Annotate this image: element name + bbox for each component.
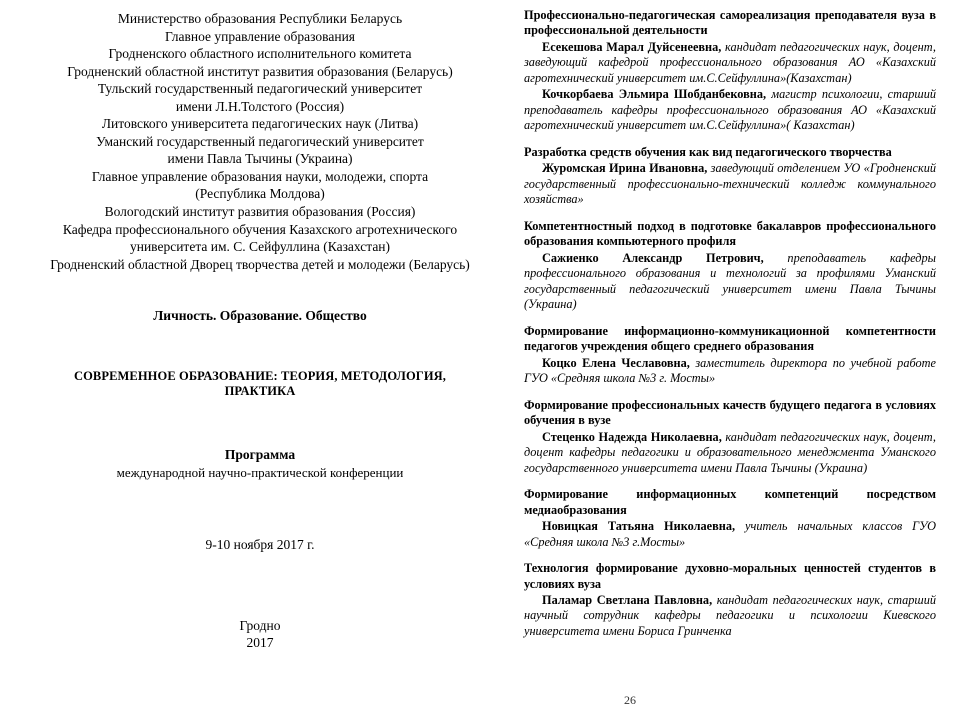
organizer-line: Министерство образования Республики Беларусь — [117, 11, 403, 26]
entry-author — [524, 87, 936, 133]
author-role: учитель начальных классов ГУО «Средняя школа №3 г.Мосты» — [524, 519, 936, 549]
conference-subject-title: СОВРЕМЕННОЕ ОБРАЗОВАНИЕ: ТЕОРИЯ, МЕТОДОЛОГИЯ, ПРАКТИКА — [73, 368, 447, 398]
entry-author — [524, 40, 936, 86]
entry-author — [524, 593, 936, 639]
page-number — [0, 693, 960, 708]
organizer-line: Гродненский областной Дворец творчества детей и молодежи (Беларусь) — [50, 256, 470, 272]
program-entry — [524, 145, 936, 208]
organizer-line: Гродненский областной институт развития образования (Беларусь) — [67, 63, 453, 79]
entry-title: Формирование информационно-коммуникационной компетентности педагогов учреждения общего среднего образования — [524, 323, 936, 354]
program-entry — [524, 219, 936, 313]
organizers-block — [40, 10, 480, 273]
entry-author — [524, 251, 936, 313]
organizer-line: Литовского университета педагогических наук (Литва) — [101, 116, 419, 132]
series-title: Личность. Образование. Общество — [153, 308, 367, 324]
program-entry — [524, 8, 936, 134]
program-entry — [524, 398, 936, 476]
place-block — [40, 617, 480, 652]
organizer-line: Гродненского областного исполнительного комитета — [108, 46, 412, 62]
program-title: Программа — [224, 446, 296, 462]
organizer-line: Главное управление образования — [164, 28, 356, 44]
program-entry — [524, 487, 936, 550]
organizer-line: университета им. С. Сейфуллина (Казахстан) — [129, 239, 391, 255]
author-name: Коцко Елена Чеславовна, — [542, 355, 690, 370]
right-column — [500, 0, 960, 720]
entry-title: Технология формирование духовно-моральных ценностей студентов в условиях вуза — [524, 561, 936, 591]
entry-author — [524, 356, 936, 387]
author-name: Сажиенко Александр Петрович, — [542, 250, 764, 265]
year: 2017 — [246, 635, 274, 651]
organizer-line: Тульский государственный педагогический университет — [97, 81, 423, 97]
entry-author — [524, 430, 936, 476]
author-role: кандидат педагогических наук, доцент, доцент кафедры педагогики и образовательного менеджмента Уманского государственного университета имени Павла Тычины (Украина) — [524, 429, 936, 475]
city: Гродно — [239, 617, 281, 633]
author-role: кандидат педагогических наук, доцент, заведующий кафедрой профессионального образования АО «Казахский агротехнический университет им.С.Сейфуллина»(Казахстан) — [524, 39, 936, 85]
author-role: магистр психологии, старший преподаватель кафедры профессионального образования АО «Казахский агротехнический университет им.С.Сейфуллина»( Казахстан) — [524, 87, 936, 133]
organizer-line: Главное управление образования науки, молодежи, спорта — [91, 168, 429, 184]
entry-title: Формирование информационных компетенций посредством медиаобразования — [524, 487, 936, 517]
conference-dates: 9-10 ноября 2017 г. — [205, 536, 315, 552]
author-role: кандидат педагогических наук, старший научный сотрудник кафедры педагогики и психологии Киевского университета имени Бориса Гринченка — [524, 592, 936, 638]
page-number-value: 26 — [624, 693, 636, 707]
organizer-line: имени Павла Тычины (Украина) — [167, 151, 353, 167]
entry-title: Компетентностный подход в подготовке бакалавров профессионального образования компьютерного профиля — [524, 218, 936, 249]
author-role: преподаватель кафедры профессионального образования и технологий за профилями Уманский государственный педагогический университет имени Павла Тычины (Украина) — [524, 250, 936, 312]
organizer-line: Кафедра профессионального обучения Казахского агротехнического — [62, 221, 458, 237]
author-name: Стеценко Надежда Николаевна, — [542, 429, 722, 444]
organizer-line: Вологодский институт развития образования (Россия) — [104, 204, 416, 220]
author-name: Паламар Светлана Павловна, — [542, 592, 713, 607]
organizer-line: (Республика Молдова) — [195, 186, 325, 202]
organizer-line: имени Л.Н.Толстого (Россия) — [175, 98, 345, 114]
program-entry — [524, 324, 936, 387]
entry-title: Разработка средств обучения как вид педагогического творчества — [524, 144, 892, 159]
entry-author — [524, 519, 936, 550]
entry-title: Профессионально-педагогическая самореализация преподавателя вуза в профессиональной деятельности — [524, 8, 936, 38]
program-subtitle: международной научно-практической конференции — [116, 464, 404, 480]
author-name: Журомская Ирина Ивановна, — [542, 161, 708, 176]
author-name: Новицкая Татьяна Николаевна, — [542, 519, 736, 534]
author-role: заведующий отделением УО «Гродненский государственный профессионально-технический колледж коммунального хозяйства» — [524, 161, 936, 207]
entry-title: Формирование профессиональных качеств будущего педагога в условиях обучения в вузе — [524, 397, 936, 428]
organizer-line: Уманский государственный педагогический университет — [96, 133, 424, 149]
author-role: заместитель директора по учебной работе ГУО «Средняя школа №3 г. Мосты» — [524, 355, 936, 386]
entry-author — [524, 161, 936, 207]
program-entry — [524, 561, 936, 639]
author-name: Есекешова Марал Дуйсенеевна, — [542, 39, 722, 54]
author-name: Кочкорбаева Эльмира Шобданбековна, — [542, 87, 767, 102]
